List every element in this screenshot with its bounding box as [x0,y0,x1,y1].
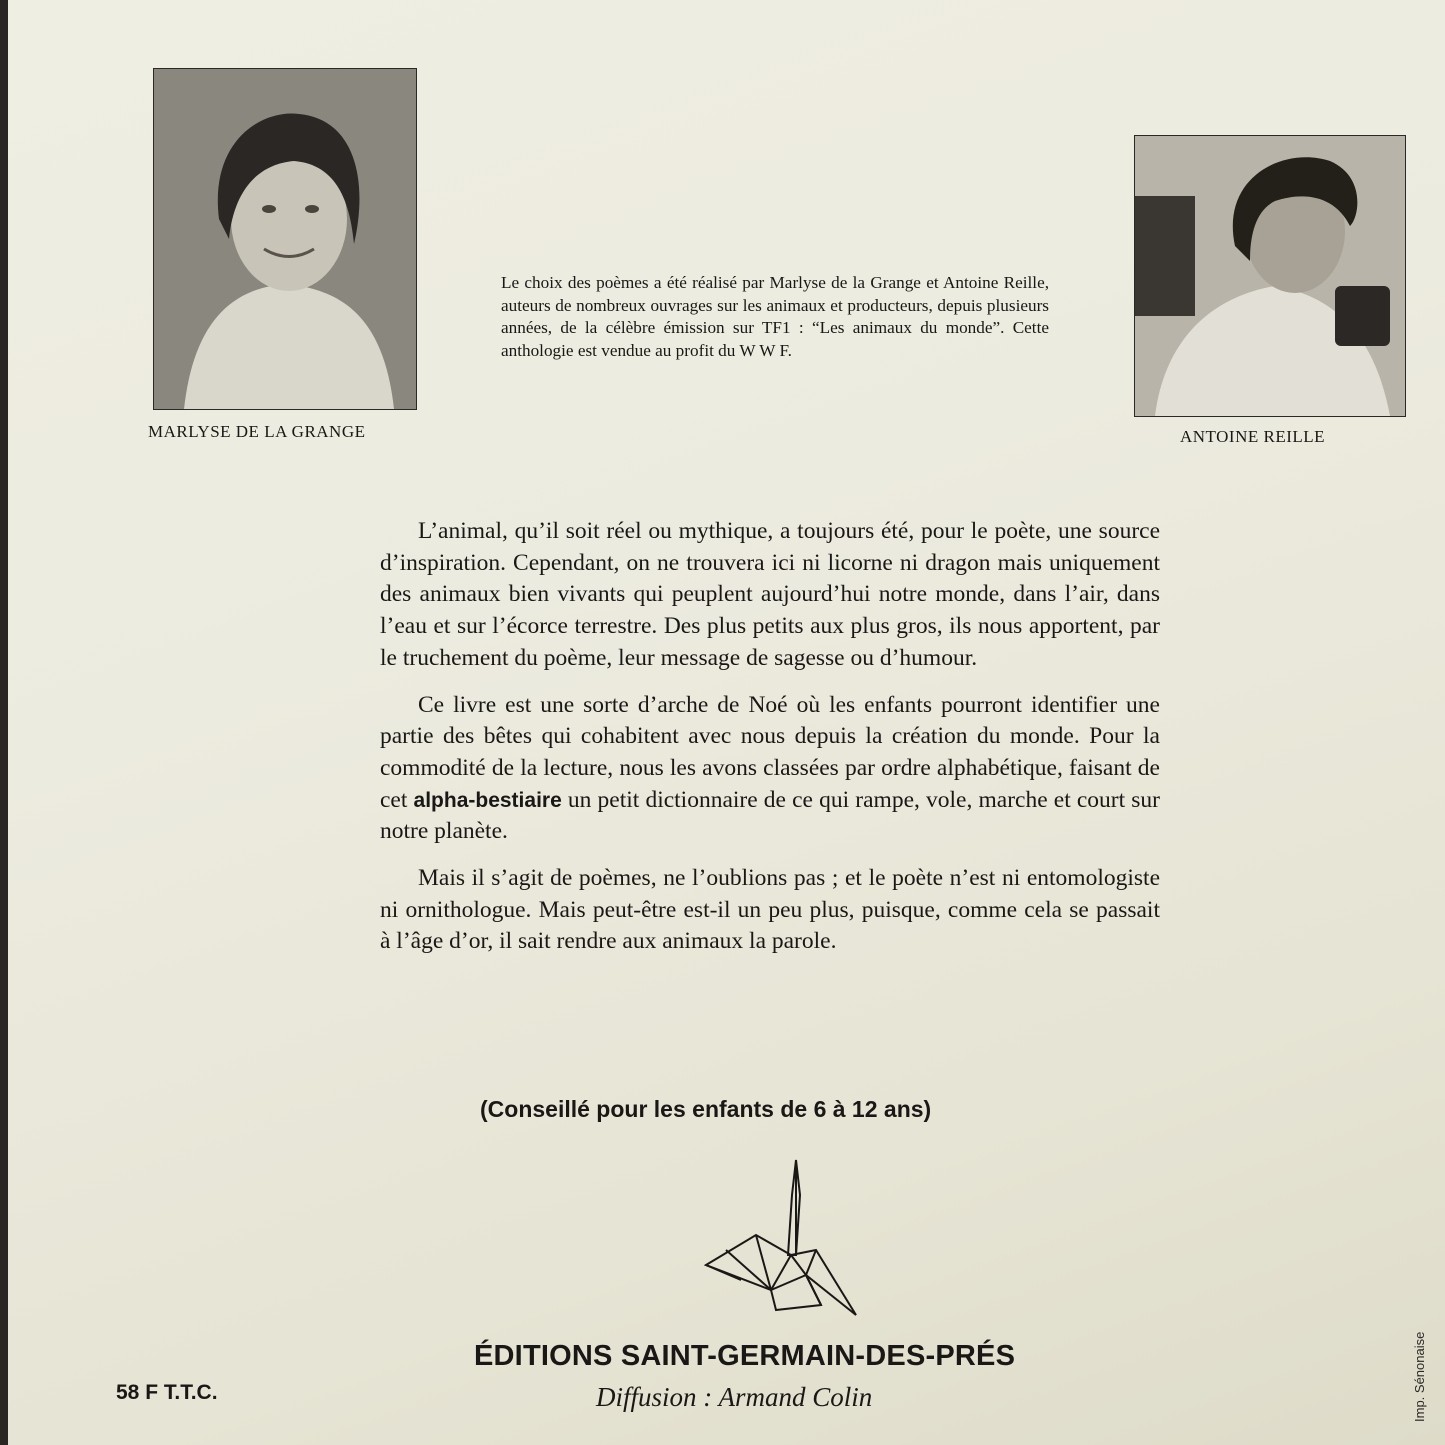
description-text [380,516,1160,973]
description-paragraph-3: Mais il s’agit de poèmes, ne l’oublions pas ; et le poète n’est ni entomologiste ni ornithologue. Mais peut-être est-il un peu plus, puisque, comme cela se passait à l’âge d’or, il sait rendre aux animaux la parole. [380,865,1160,955]
price-label: 58 F T.T.C. [116,1381,218,1404]
paragraph-2-end: un petit dictionnaire de ce qui rampe, vole, marche et court sur notre planète. [380,786,1161,845]
paragraph-2-start: Ce livre est une sorte d’arche de Noé où les enfants pourront identifier une partie des bêtes qui cohabitent avec nous depuis la création du monde. Pour la commodité de la lecture, nous les avons classées par ordre alphabétique, faisant de cet [380,691,1160,813]
author-photo-marlyse [153,68,417,410]
portrait-woman-image [154,69,416,409]
age-recommendation: (Conseillé pour les enfants de 6 à 12 ans) [480,1096,932,1122]
church-spire-origami-bird-logo-icon [696,1155,866,1320]
description-paragraph-2 [380,690,1160,849]
distribution-line: Diffusion : Armand Colin [596,1382,873,1412]
author-caption-left: MARLYSE DE LA GRANGE [148,422,366,441]
alpha-bestiaire-term: alpha-bestiaire [413,788,562,812]
author-photo-antoine [1134,135,1406,417]
intro-paragraph: Le choix des poèmes a été réalisé par Marlyse de la Grange et Antoine Reille, auteurs de nombreux ouvrages sur les animaux et producteurs, depuis plusieurs années, de la célèbre émission sur TF1 : “Les animaux du monde”. Cette anthologie est vendue au profit du W W F. [501,273,1049,360]
portrait-man-image [1135,136,1405,416]
description-paragraph-1: L’animal, qu’il soit réel ou mythique, a toujours été, pour le poète, une source d’inspiration. Cependant, on ne trouvera ici ni licorne ni dragon mais uniquement des animaux bien vivants qui peuplent aujourd’hui notre monde, dans l’air, dans l’eau et sur l’écorce terrestre. Des plus petits aux plus gros, ils nous apportent, par le truchement du poème, leur message de sagesse ou d’humour. [380,518,1160,671]
publisher-name: ÉDITIONS SAINT-GERMAIN-DES-PRÉS [474,1340,1016,1372]
book-back-cover [8,0,1445,1445]
printer-credit: Imp. Sénonaise [1412,1331,1427,1422]
author-caption-right: ANTOINE REILLE [1180,427,1326,446]
